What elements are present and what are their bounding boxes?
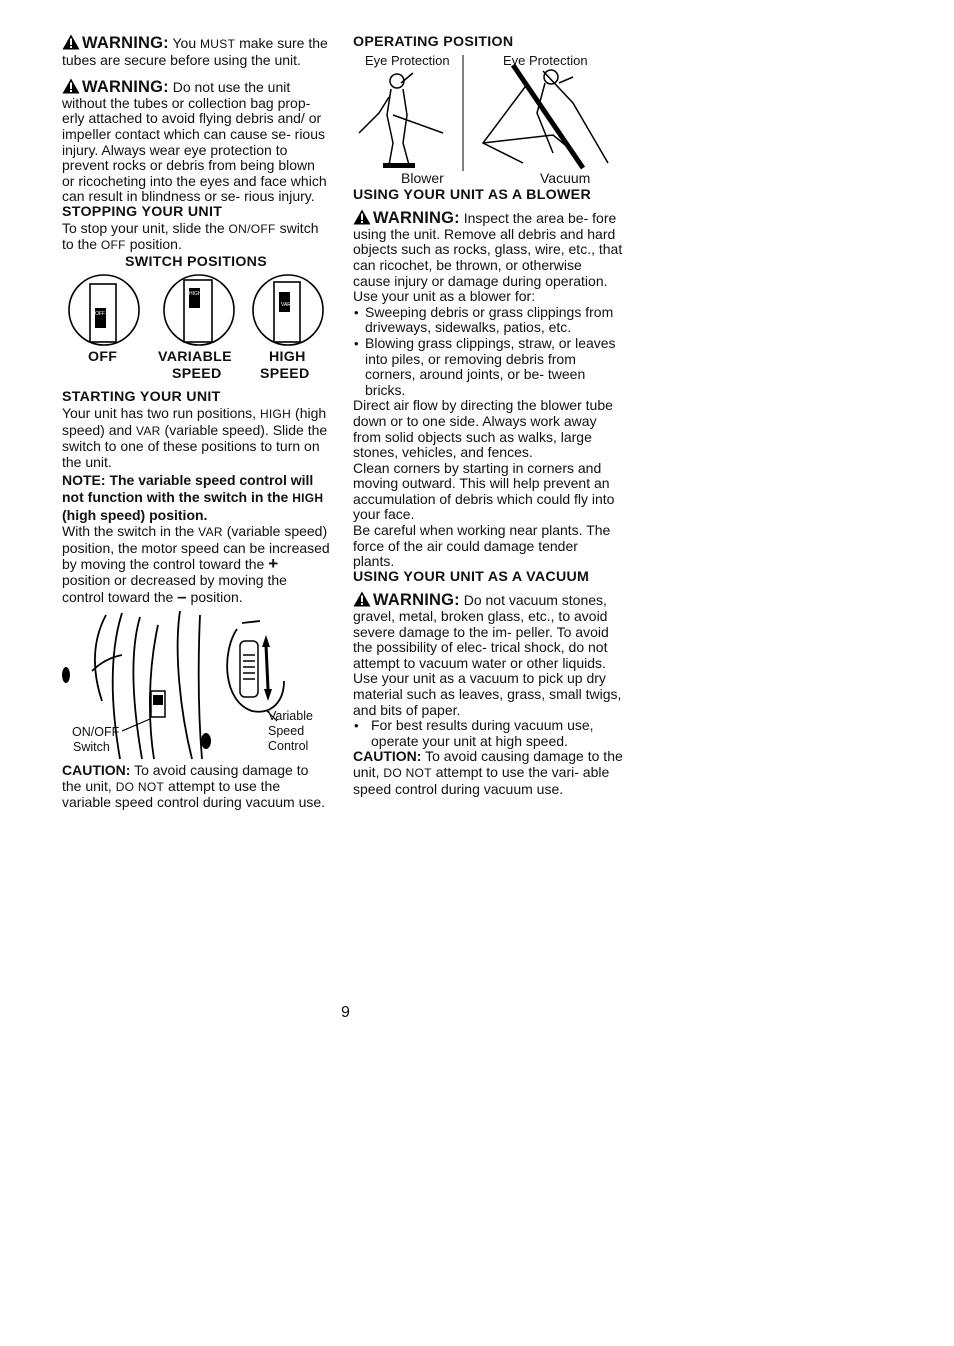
left-column bbox=[62, 34, 330, 811]
stopping-text-a: To stop your unit, slide the bbox=[62, 219, 229, 236]
caution-do-not: DO NOT bbox=[383, 765, 432, 780]
starting-text bbox=[62, 406, 330, 470]
warning-inspect-area bbox=[353, 209, 623, 289]
eye-protection-label-1: Eye Protection bbox=[365, 52, 450, 68]
caution-do-not: DO NOT bbox=[115, 779, 165, 794]
warning-text: Do not use the unit without the tubes or collection bag prop- erly attached to avoid flying debris and/ or impeller contact which can cause se- rious injury. Always wear eye protection to prevent rocks or debris from being blown or ricocheting into the eyes and face which can result in blindness or se- rious injury. bbox=[62, 79, 327, 205]
vs-a: With the switch in the bbox=[62, 523, 199, 540]
warning-label: WARNING: bbox=[82, 34, 169, 52]
vs-d: position. bbox=[186, 588, 243, 605]
starting-c: (variable speed). Slide the switch to one of these positions to turn on the unit. bbox=[62, 421, 328, 470]
stopping-heading: STOPPING YOUR UNIT bbox=[62, 203, 223, 220]
note-variable-speed bbox=[62, 472, 330, 524]
onoff-switch-label bbox=[72, 725, 119, 755]
vacuum-paragraph-1: Use your unit as a vacuum to pick up dry material such as leaves, grass, small twigs, and bits of paper. bbox=[353, 670, 622, 718]
warning-label: WARNING: bbox=[373, 209, 460, 228]
caution-b: attempt to use the variable speed control during vacuum use. bbox=[62, 777, 326, 811]
label-variable-speed: SPEED bbox=[172, 366, 222, 383]
warning-text: Inspect the area be- fore using the unit. Remove all debris and hard objects such as rocks, glass, wire, etc., that can ricochet, be thrown, or otherwise cause injury or damage during operation. bbox=[353, 210, 623, 289]
blower-paragraph-2: Clean corners by starting in corners and moving outward. This will help prevent an accumulation of debris which could fly into your face. bbox=[353, 459, 615, 523]
onoff-label-line1: ON/OFF bbox=[72, 725, 120, 740]
warning-label: WARNING: bbox=[373, 591, 460, 610]
operating-figure bbox=[353, 53, 623, 171]
plus-sign: + bbox=[268, 554, 279, 574]
page-number: 9 bbox=[341, 1004, 350, 1021]
operating-position-illustration bbox=[353, 53, 623, 171]
starting-a: Your unit has two run positions, bbox=[62, 404, 260, 421]
label-variable: VARIABLE bbox=[158, 349, 232, 366]
list-item: • Sweeping debris or grass clippings from driveways, sidewalks, patios, etc. bbox=[365, 305, 623, 336]
starting-var: VAR bbox=[135, 423, 161, 438]
blower-heading: USING YOUR UNIT AS A BLOWER bbox=[353, 186, 591, 203]
stopping-onoff: ON/OFF bbox=[228, 221, 276, 236]
warning-triangle-icon bbox=[353, 209, 371, 225]
switch-tag-var: VAR bbox=[281, 302, 291, 309]
eye-protection-label-2: Eye Protection bbox=[503, 52, 588, 68]
caution-vacuum bbox=[353, 749, 623, 797]
caution-label: CAUTION: bbox=[62, 762, 131, 779]
vsc-label-line3: Control bbox=[268, 739, 309, 754]
stopping-text-c: position. bbox=[125, 236, 182, 253]
operating-figure-captions bbox=[353, 171, 623, 187]
list-item: • Blowing grass clippings, straw, or leaves into piles, or removing debris from corners, around joints, or be- tween bricks. bbox=[365, 336, 623, 398]
control-figure bbox=[62, 611, 330, 761]
stopping-text bbox=[62, 221, 330, 254]
warning-tubes bbox=[62, 34, 330, 68]
starting-heading: STARTING YOUR UNIT bbox=[62, 389, 221, 406]
minus-sign: – bbox=[177, 586, 187, 606]
vacuum-caption: Vacuum bbox=[540, 169, 591, 186]
onoff-label-line2: Switch bbox=[73, 740, 110, 755]
warning-triangle-icon bbox=[62, 34, 80, 50]
label-high: HIGH bbox=[269, 349, 306, 366]
starting-high: HIGH bbox=[259, 406, 292, 421]
caution-b: attempt to use the vari- able speed control during vacuum use. bbox=[353, 763, 610, 797]
note-a: NOTE: The variable speed control will not function with the switch in the bbox=[62, 472, 314, 506]
switch-tag-high: HIGH bbox=[189, 291, 202, 298]
vsc-label-line2: Speed bbox=[268, 724, 305, 739]
switch-positions-title: SWITCH POSITIONS bbox=[125, 253, 267, 270]
blower-paragraph-3: Be careful when working near plants. The force of the air could damage tender plants. bbox=[353, 522, 611, 570]
blower-uses-list bbox=[353, 305, 623, 399]
variable-speed-text bbox=[62, 524, 330, 605]
label-high-speed: SPEED bbox=[260, 366, 310, 383]
warning-do-not-vacuum bbox=[353, 591, 623, 671]
starting-b: (high speed) and bbox=[62, 404, 327, 438]
switch-tag-off: OFF bbox=[95, 311, 105, 318]
switch-positions-figure bbox=[62, 272, 330, 350]
warning-text: Do not vacuum stones, gravel, metal, broken glass, etc., to avoid severe damage to the im- peller. To avoid the possibility of elec- trical shock, do not attempt to vacuum water or other liquids. bbox=[353, 592, 609, 671]
caution-label: CAUTION: bbox=[353, 748, 422, 765]
warning-triangle-icon bbox=[62, 78, 80, 94]
vs-var: VAR bbox=[198, 525, 223, 540]
warning-label: WARNING: bbox=[82, 78, 169, 97]
caution-a: To avoid causing damage to the unit, bbox=[353, 748, 623, 780]
warning-text: You bbox=[172, 35, 200, 51]
stopping-text-b: switch to the bbox=[62, 219, 319, 253]
right-column bbox=[353, 35, 623, 797]
blower-paragraph-1: Direct air flow by directing the blower tube down or to one side. Always work away from solid objects such as walks, large stones, vehicles, and fences. bbox=[353, 397, 613, 461]
blower-intro: Use your unit as a blower for: bbox=[353, 288, 536, 305]
warning-emphasis: MUST bbox=[200, 37, 236, 51]
note-b: (high speed) position. bbox=[62, 507, 208, 524]
caution-vacuum-use bbox=[62, 763, 330, 811]
variable-speed-control-label bbox=[268, 709, 313, 754]
operating-heading: OPERATING POSITION bbox=[353, 34, 514, 50]
switch-position-labels bbox=[62, 350, 330, 386]
vs-c: position or decreased by moving the control toward the bbox=[62, 572, 287, 605]
vacuum-heading: USING YOUR UNIT AS A VACUUM bbox=[353, 568, 590, 585]
vacuum-tips-list bbox=[353, 718, 623, 749]
warning-text-end: make sure the tubes are secure before using the unit. bbox=[62, 35, 328, 68]
caution-a: To avoid causing damage to the unit, bbox=[62, 762, 309, 794]
vs-b: (variable speed) position, the motor speed can be increased by moving the control toward the bbox=[62, 523, 330, 573]
warning-triangle-icon bbox=[353, 591, 371, 607]
blower-caption: Blower bbox=[401, 169, 444, 186]
label-off: OFF bbox=[88, 349, 118, 366]
warning-tubes-bag bbox=[62, 78, 330, 205]
vsc-label-line1: Variable bbox=[268, 709, 313, 724]
stopping-off: OFF bbox=[100, 238, 126, 253]
note-high: HIGH bbox=[292, 491, 324, 506]
list-item: • For best results during vacuum use, operate your unit at high speed. bbox=[365, 718, 623, 749]
